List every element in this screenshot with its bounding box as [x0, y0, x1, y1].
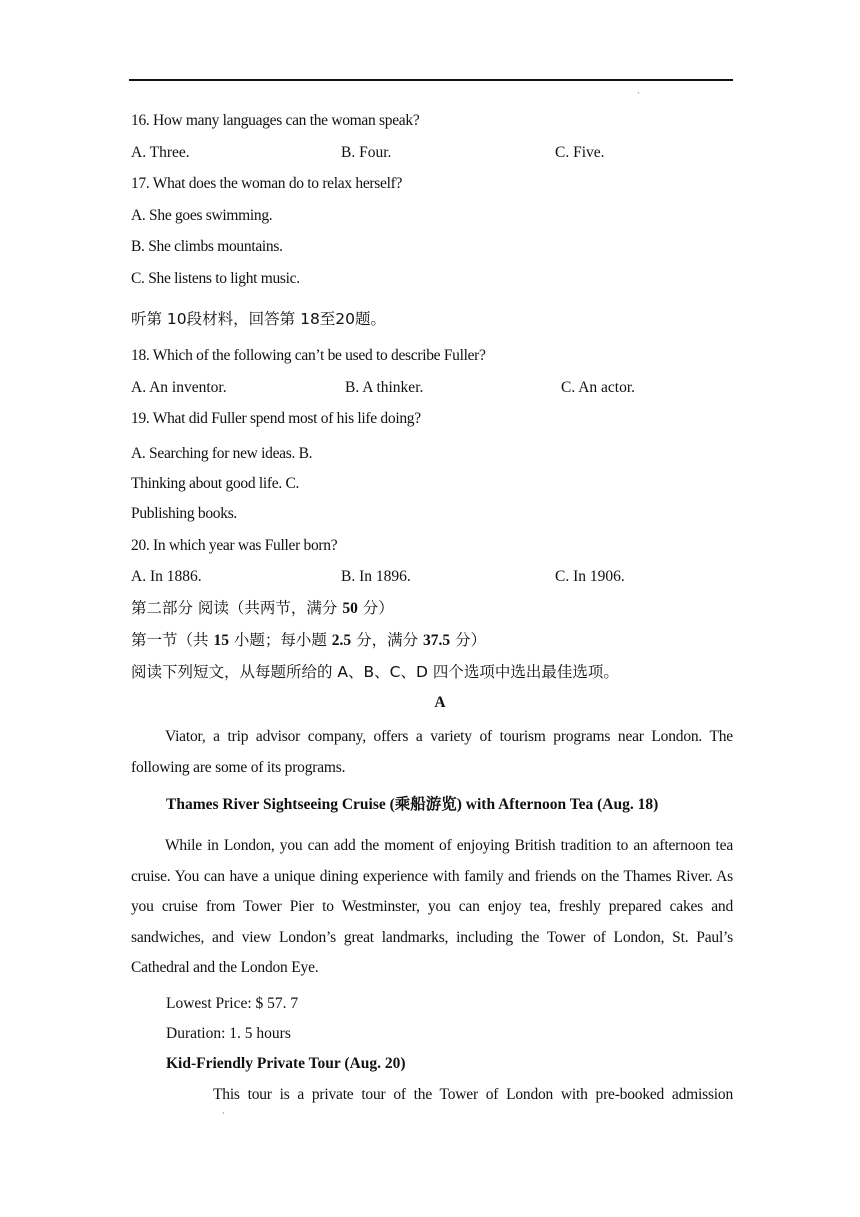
q18-option-a: A. An inventor. — [131, 379, 227, 396]
question-20: 20. In which year was Fuller born? — [131, 537, 338, 554]
question-16: 16. How many languages can the woman speak? — [131, 112, 420, 129]
program-1-description: While in London, you can add the moment of enjoying British tradition to an afternoon tea cruise. You can have a unique dining experience with family and friends on the Thames River. As you cruise from Tower Pier to Westminster, you can enjoy tea, freshly prepared cakes and sandwiches, and view London’s great landmarks, including the Tower of London, St. Paul’s Cathedral and the London Eye. — [131, 837, 733, 976]
q16-option-b: B. Four. — [341, 144, 392, 161]
header-rule — [129, 79, 733, 81]
passage-letter: A — [434, 694, 446, 711]
q19-options-line-3: Publishing books. — [131, 505, 238, 522]
question-19: 19. What did Fuller spend most of his life doing? — [131, 410, 421, 427]
q18-option-b: B. A thinker. — [345, 379, 424, 396]
section-10-instruction: 听第 10段材料，回答第 18至20题。 — [131, 310, 387, 328]
section-1-heading: 第一节（共 15 小题；每小题 2.5 分，满分 37.5 分） — [131, 631, 487, 649]
question-17: 17. What does the woman do to relax herself? — [131, 175, 403, 192]
question-18: 18. Which of the following can’t be used to describe Fuller? — [131, 347, 486, 364]
program-1-title: Thames River Sightseeing Cruise (乘船游览) with Afternoon Tea (Aug. 18) — [166, 796, 659, 813]
q19-options-line-2: Thinking about good life. C. — [131, 475, 300, 492]
passage-intro: Viator, a trip advisor company, offers a variety of tourism programs near London. The following are some of its programs. — [131, 728, 733, 776]
q19-options-line-1: A. Searching for new ideas. B. — [131, 445, 313, 462]
q18-option-c: C. An actor. — [561, 379, 636, 396]
program-1-duration: Duration: 1. 5 hours — [166, 1025, 291, 1042]
part-2-heading: 第二部分 阅读（共两节，满分 50 分） — [131, 599, 394, 617]
q16-option-a: A. Three. — [131, 144, 190, 161]
q20-option-c: C. In 1906. — [555, 568, 625, 585]
program-2-description: This tour is a private tour of the Tower of London with pre-booked admission — [213, 1086, 733, 1103]
scan-dot: · — [637, 89, 640, 98]
q16-option-c: C. Five. — [555, 144, 605, 161]
reading-instruction: 阅读下列短文，从每题所给的 A、B、C、D 四个选项中选出最佳选项。 — [131, 663, 619, 681]
scan-dot: · — [222, 1109, 225, 1118]
q20-option-a: A. In 1886. — [131, 568, 202, 585]
q17-option-c: C. She listens to light music. — [131, 270, 300, 287]
q17-option-b: B. She climbs mountains. — [131, 238, 283, 255]
q20-option-b: B. In 1896. — [341, 568, 411, 585]
program-1-price: Lowest Price: $ 57. 7 — [166, 995, 299, 1012]
q17-option-a: A. She goes swimming. — [131, 207, 273, 224]
program-2-title: Kid-Friendly Private Tour (Aug. 20) — [166, 1055, 406, 1072]
